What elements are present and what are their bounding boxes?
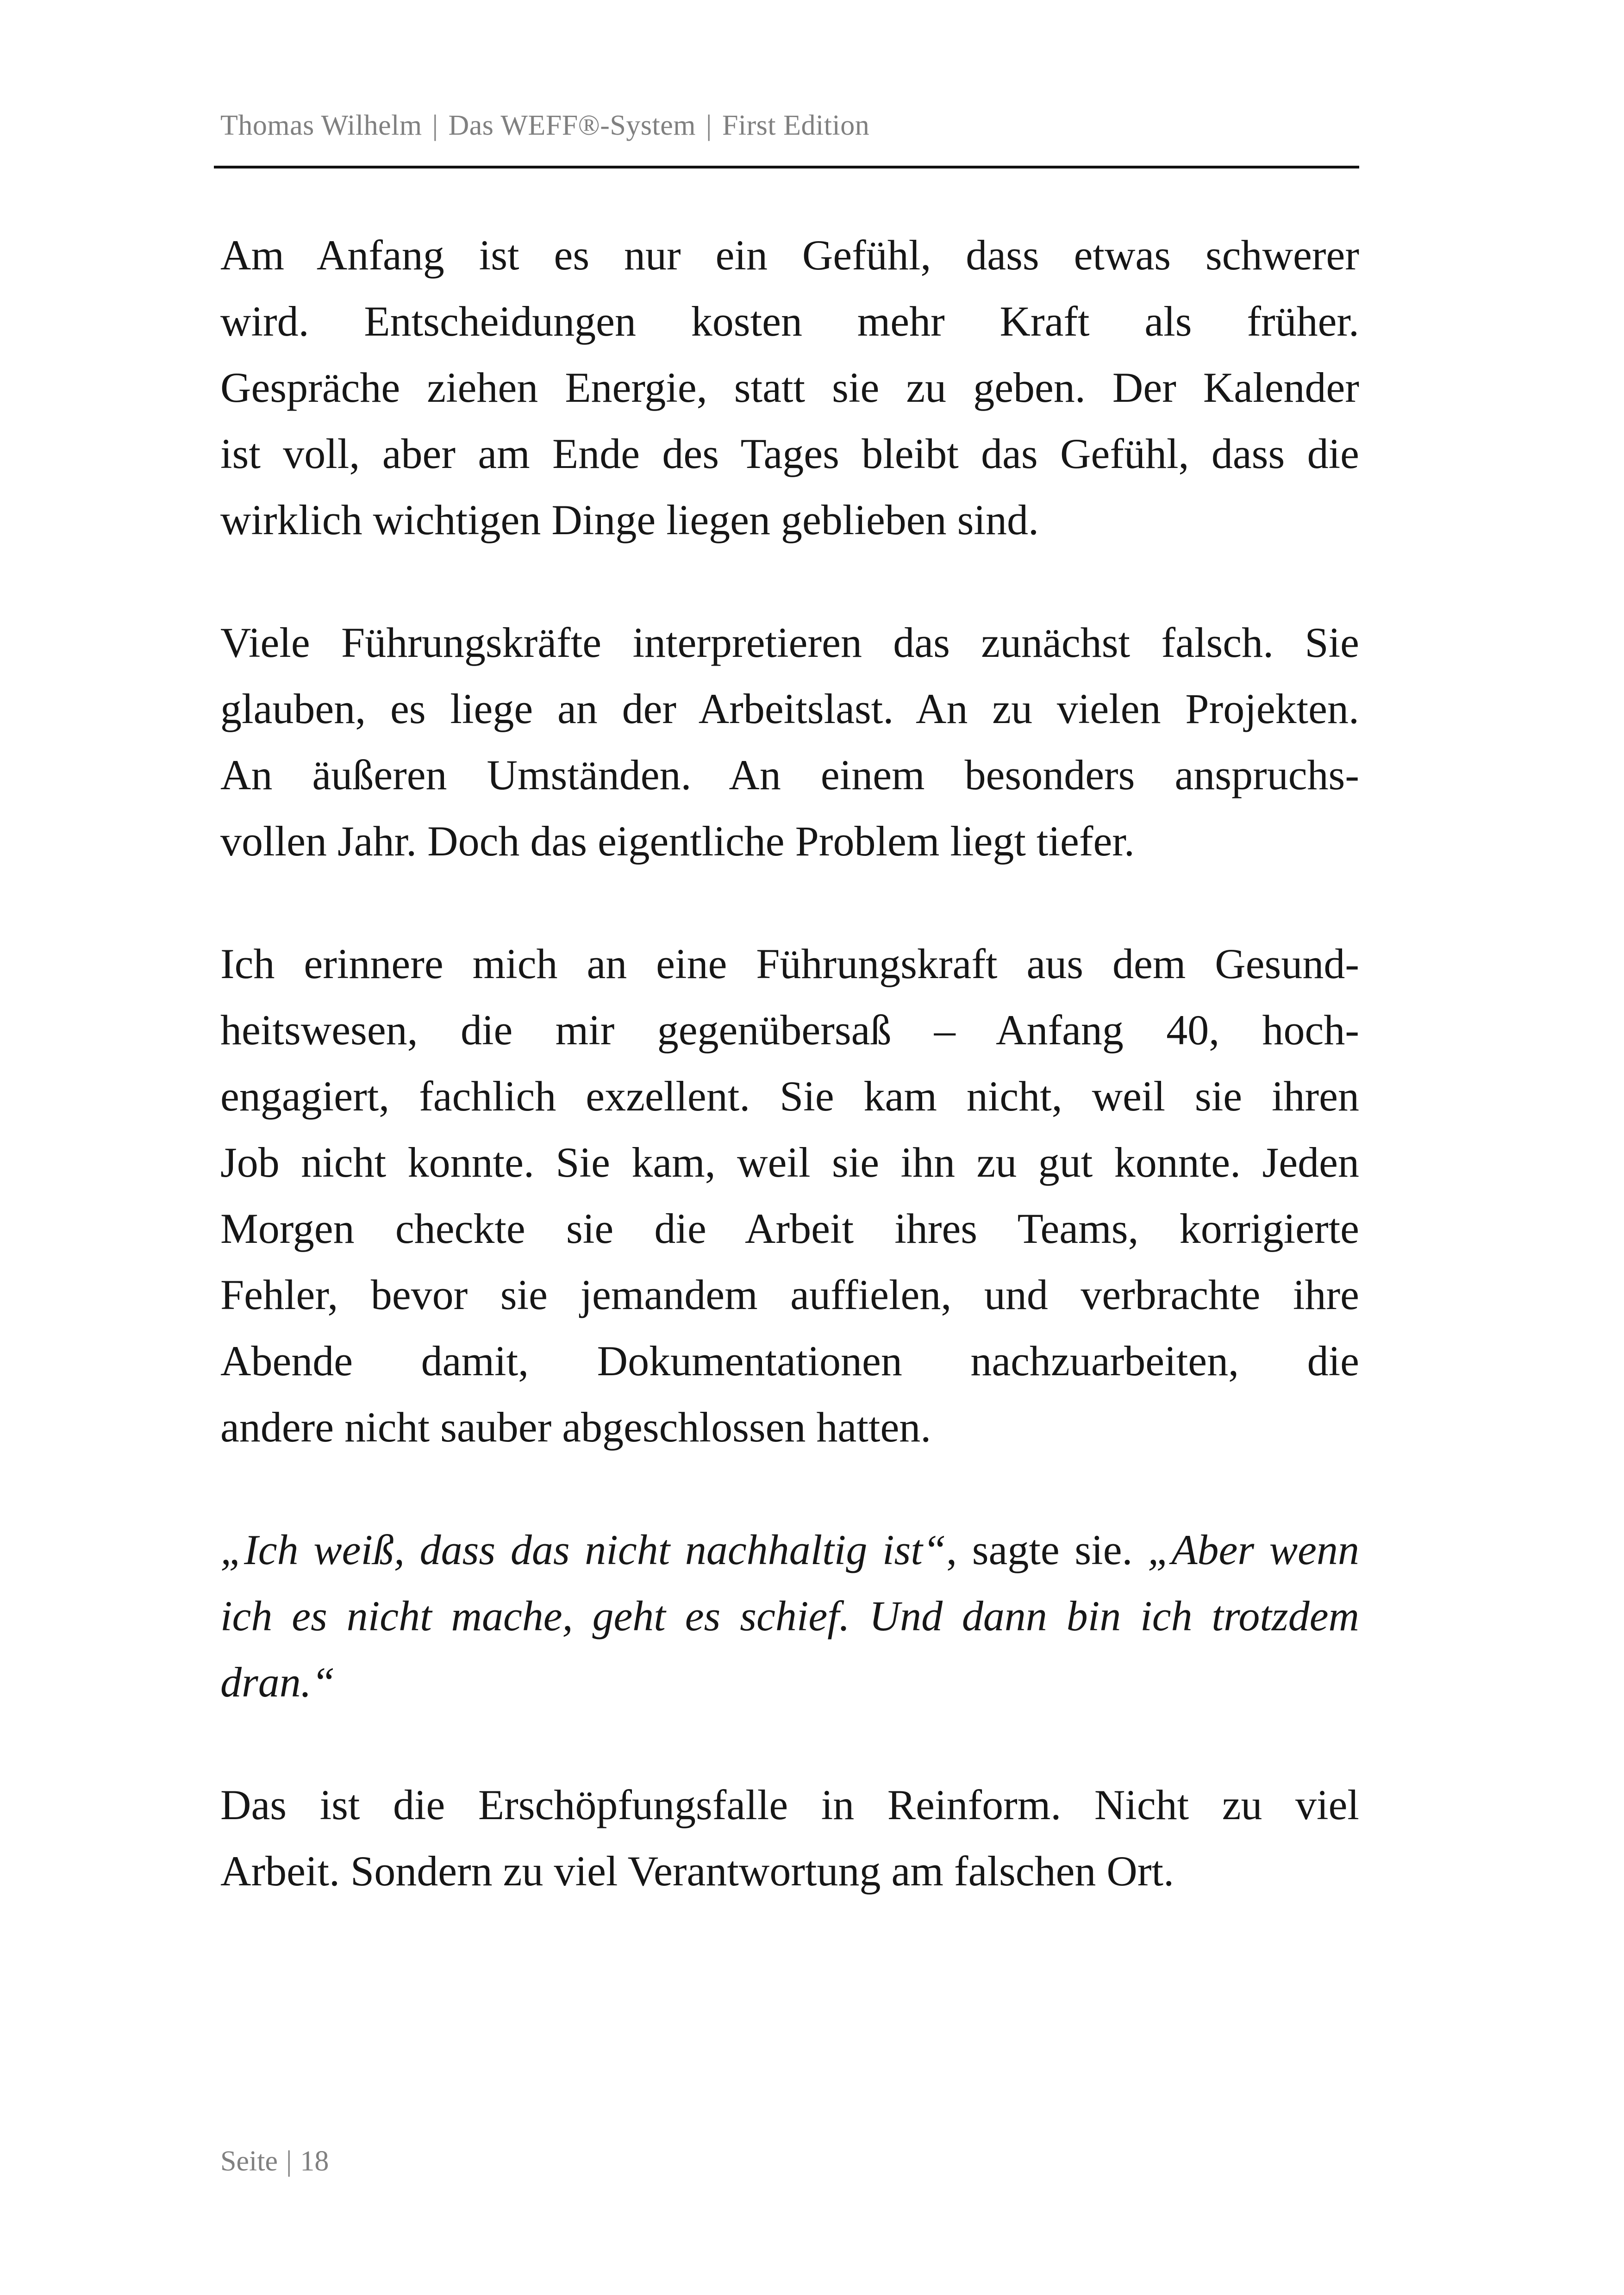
text-line: Gespräche ziehen Energie, statt sie zu geben. Der Kalender bbox=[220, 364, 1359, 411]
text-line: Arbeit. Sondern zu viel Verantwortung am falschen Ort. bbox=[220, 1847, 1174, 1895]
header-author: Thomas Wilhelm bbox=[220, 110, 422, 141]
quote-attribution: , sagte sie. bbox=[946, 1526, 1148, 1573]
quote-text: „Aber wenn bbox=[1148, 1526, 1359, 1573]
text-line: andere nicht sauber abgeschlossen hatten. bbox=[220, 1403, 931, 1451]
quote-line bbox=[220, 1517, 1359, 1583]
text-line: wird. Entscheidungen kosten mehr Kraft als früher. bbox=[220, 298, 1359, 345]
page-footer bbox=[220, 2145, 329, 2178]
quote-line: dran.“ bbox=[220, 1659, 335, 1706]
page-number: 18 bbox=[300, 2145, 329, 2177]
text-line: Viele Führungskräfte interpretieren das zunächst falsch. Sie bbox=[220, 619, 1359, 666]
text-line: Das ist die Erschöpfungsfalle in Reinform. Nicht zu viel bbox=[220, 1781, 1359, 1828]
text-line: Job nicht konnte. Sie kam, weil sie ihn zu gut konnte. Jeden bbox=[220, 1139, 1359, 1186]
footer-label: Seite bbox=[220, 2145, 278, 2177]
paragraph-2 bbox=[220, 610, 1359, 874]
quote-line: ich es nicht mache, geht es schief. Und dann bin ich trotzdem bbox=[220, 1592, 1359, 1640]
paragraph-1 bbox=[220, 222, 1359, 553]
quote-text: „Ich weiß, dass das nicht nachhaltig ist“ bbox=[220, 1526, 947, 1573]
text-line: vollen Jahr. Doch das eigentliche Problem liegt tiefer. bbox=[220, 817, 1135, 865]
text-line: Morgen checkte sie die Arbeit ihres Teams, korrigierte bbox=[220, 1205, 1359, 1252]
header-book-title: Das WEFF®-System bbox=[448, 110, 696, 141]
header-rule bbox=[214, 166, 1359, 168]
header-separator: | bbox=[706, 110, 712, 141]
text-line: engagiert, fachlich exzellent. Sie kam nicht, weil sie ihren bbox=[220, 1073, 1359, 1120]
text-line: ist voll, aber am Ende des Tages bleibt das Gefühl, dass die bbox=[220, 430, 1359, 477]
text-line: glauben, es liege an der Arbeitslast. An zu vielen Projekten. bbox=[220, 685, 1359, 732]
paragraph-5 bbox=[220, 1772, 1359, 1904]
running-header bbox=[220, 109, 869, 142]
quote-paragraph bbox=[220, 1517, 1359, 1715]
text-line: Am Anfang ist es nur ein Gefühl, dass etwas schwerer bbox=[220, 231, 1359, 279]
header-edition: First Edition bbox=[722, 110, 870, 141]
header-separator: | bbox=[432, 110, 438, 141]
text-line: wirklich wichtigen Dinge liegen geblieben sind. bbox=[220, 496, 1039, 543]
text-line: Fehler, bevor sie jemandem auffielen, und verbrachte ihre bbox=[220, 1271, 1359, 1318]
text-line: heitswesen, die mir gegenübersaß – Anfang 40, hoch- bbox=[220, 1006, 1359, 1054]
text-line: Ich erinnere mich an eine Führungskraft aus dem Gesund- bbox=[220, 940, 1359, 987]
text-line: Abende damit, Dokumentationen nachzuarbeiten, die bbox=[220, 1337, 1359, 1384]
paragraph-3 bbox=[220, 931, 1359, 1460]
body-text bbox=[220, 222, 1359, 1961]
footer-separator: | bbox=[286, 2145, 292, 2177]
text-line: An äußeren Umständen. An einem besonders anspruchs- bbox=[220, 751, 1359, 798]
